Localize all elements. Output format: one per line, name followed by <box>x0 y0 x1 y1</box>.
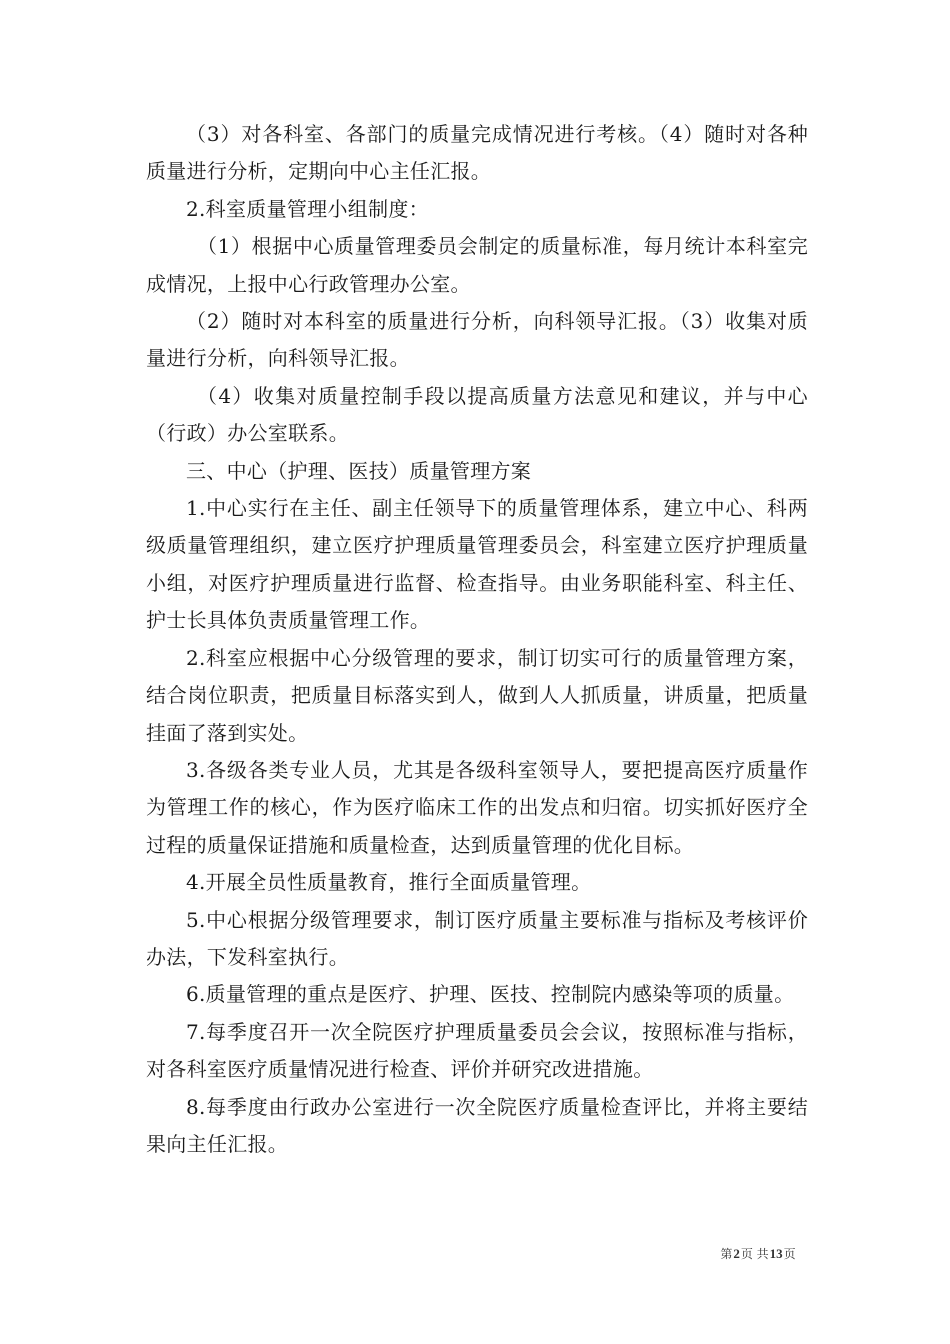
document-body <box>146 116 808 1163</box>
paragraph-plan-1: 1.中心实行在主任、副主任领导下的质量管理体系，建立中心、科两级质量管理组织，建立医疗护理质量管理委员会，科室建立医疗护理质量小组，对医疗护理质量进行监督、检查指导。由业务职能科室、科主任、护士长具体负责质量管理工作。 <box>146 496 808 633</box>
paragraph-assessment-analysis: （3）对各科室、各部门的质量完成情况进行考核。（4）随时对各种质量进行分析，定期向中心主任汇报。 <box>146 122 808 184</box>
page-footer <box>0 1246 950 1262</box>
paragraph-plan-3: 3.各级各类专业人员，尤其是各级科室领导人，要把提高医疗质量作为管理工作的核心，作为医疗临床工作的出发点和归宿。切实抓好医疗全过程的质量保证措施和质量检查，达到质量管理的优化目标。 <box>146 757 808 857</box>
paragraph-plan-6: 6.质量管理的重点是医疗、护理、医技、控制院内感染等项的质量。 <box>186 982 795 1007</box>
paragraph-plan-4: 4.开展全员性质量教育，推行全面质量管理。 <box>186 870 592 895</box>
total-pages-number: 13 <box>769 1246 783 1261</box>
paragraph-item-4-suggestions: （4）收集对质量控制手段以提高质量方法意见和建议，并与中心（行政）办公室联系。 <box>146 383 808 446</box>
section-heading-3: 三、中心（护理、医技）质量管理方案 <box>186 458 532 483</box>
footer-prefix: 第 <box>720 1247 733 1261</box>
paragraph-plan-5: 5.中心根据分级管理要求，制订医疗质量主要标准与指标及考核评价办法，下发科室执行。 <box>146 907 808 969</box>
page-number-indicator <box>720 1246 795 1262</box>
paragraph-plan-7: 7.每季度召开一次全院医疗护理质量委员会会议，按照标准与指标，对各科室医疗质量情况进行检查、评价并研究改进措施。 <box>146 1019 808 1082</box>
paragraph-item-2-3-analysis: （2）随时对本科室的质量进行分析，向科领导汇报。（3）收集对质量进行分析，向科领导汇报。 <box>146 309 808 371</box>
paragraph-item-1-standards: （1）根据中心质量管理委员会制定的质量标准，每月统计本科室完成情况，上报中心行政管理办公室。 <box>146 234 808 296</box>
current-page-number: 2 <box>733 1246 740 1261</box>
footer-suffix: 页 <box>783 1247 796 1261</box>
footer-middle: 页 共 <box>740 1247 769 1261</box>
paragraph-plan-8: 8.每季度由行政办公室进行一次全院医疗质量检查评比，并将主要结果向主任汇报。 <box>146 1094 808 1156</box>
paragraph-section-2-heading: 2.科室质量管理小组制度： <box>186 196 429 221</box>
paragraph-plan-2: 2.科室应根据中心分级管理的要求，制订切实可行的质量管理方案，结合岗位职责，把质量目标落实到人，做到人人抓质量，讲质量，把质量挂面了落到实处。 <box>146 645 808 745</box>
